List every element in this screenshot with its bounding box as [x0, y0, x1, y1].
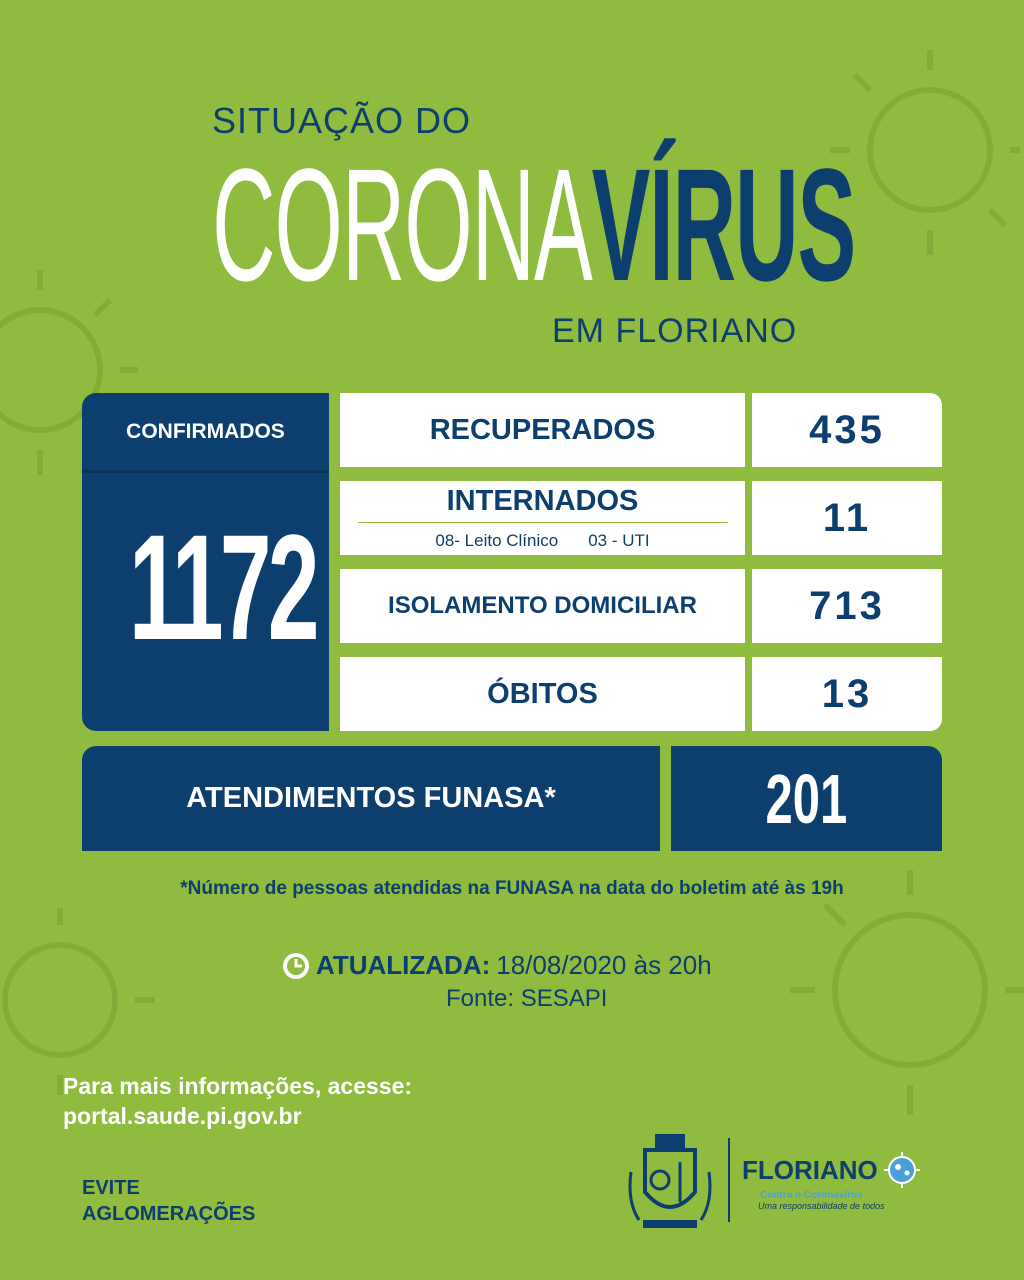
header-title — [212, 135, 856, 314]
logo-slogan: Uma responsabilidade de todos — [758, 1201, 885, 1211]
funasa-value: 201 — [765, 759, 848, 838]
recovered-value: 435 — [752, 393, 942, 467]
header-subtitle: SITUAÇÃO DO — [212, 100, 472, 141]
floriano-logo — [742, 1150, 922, 1211]
recovered-label: RECUPERADOS — [340, 393, 745, 467]
updated-line — [282, 950, 712, 981]
virus-decoration-icon — [0, 900, 160, 1100]
deaths-value: 13 — [752, 657, 942, 731]
logo-tagline: Contra o Coronavírus — [760, 1190, 863, 1201]
hospitalized-label: INTERNADOS — [446, 485, 639, 517]
info-block — [63, 1071, 412, 1131]
avoid-crowds — [82, 1175, 255, 1227]
info-line: Para mais informações, acesse: — [63, 1073, 413, 1099]
avoid-line2: AGLOMERAÇÕES — [82, 1203, 256, 1225]
virus-logo-icon — [882, 1150, 922, 1190]
funasa-note: *Número de pessoas atendidas na FUNASA na data do boletim até às 19h — [180, 878, 844, 899]
logo-divider — [728, 1138, 730, 1222]
confirmed-panel — [82, 393, 329, 731]
funasa-value-cell — [671, 746, 942, 851]
updated-value: 18/08/2020 às 20h — [496, 950, 712, 980]
header-city: EM FLORIANO — [552, 312, 798, 350]
hospitalized-detail — [435, 531, 649, 551]
avoid-line1: EVITE — [82, 1177, 140, 1199]
hospitalized-divider — [358, 522, 728, 523]
logo-name: FLORIANO — [742, 1154, 878, 1185]
clock-icon — [282, 952, 310, 980]
hospitalized-icu: 03 - UTI — [588, 531, 650, 550]
home-isolation-value: 713 — [752, 569, 942, 643]
deaths-label: ÓBITOS — [340, 657, 745, 731]
header-title-corona: CORONA — [212, 135, 592, 314]
funasa-label: ATENDIMENTOS FUNASA* — [82, 746, 660, 851]
updated-label: ATUALIZADA: — [316, 950, 491, 980]
confirmed-label: CONFIRMADOS — [82, 393, 329, 473]
confirmed-value: 1172 — [128, 503, 316, 671]
city-crest-icon — [625, 1132, 715, 1232]
hospitalized-label-cell — [340, 481, 745, 555]
hospitalized-value: 11 — [752, 481, 942, 555]
home-isolation-label: ISOLAMENTO DOMICILIAR — [340, 569, 745, 643]
hospitalized-clinic: 08- Leito Clínico — [435, 531, 559, 550]
header-title-virus: VÍRUS — [591, 135, 856, 314]
info-url[interactable]: portal.saude.pi.gov.br — [63, 1103, 302, 1129]
source-text: Fonte: SESAPI — [446, 985, 608, 1012]
